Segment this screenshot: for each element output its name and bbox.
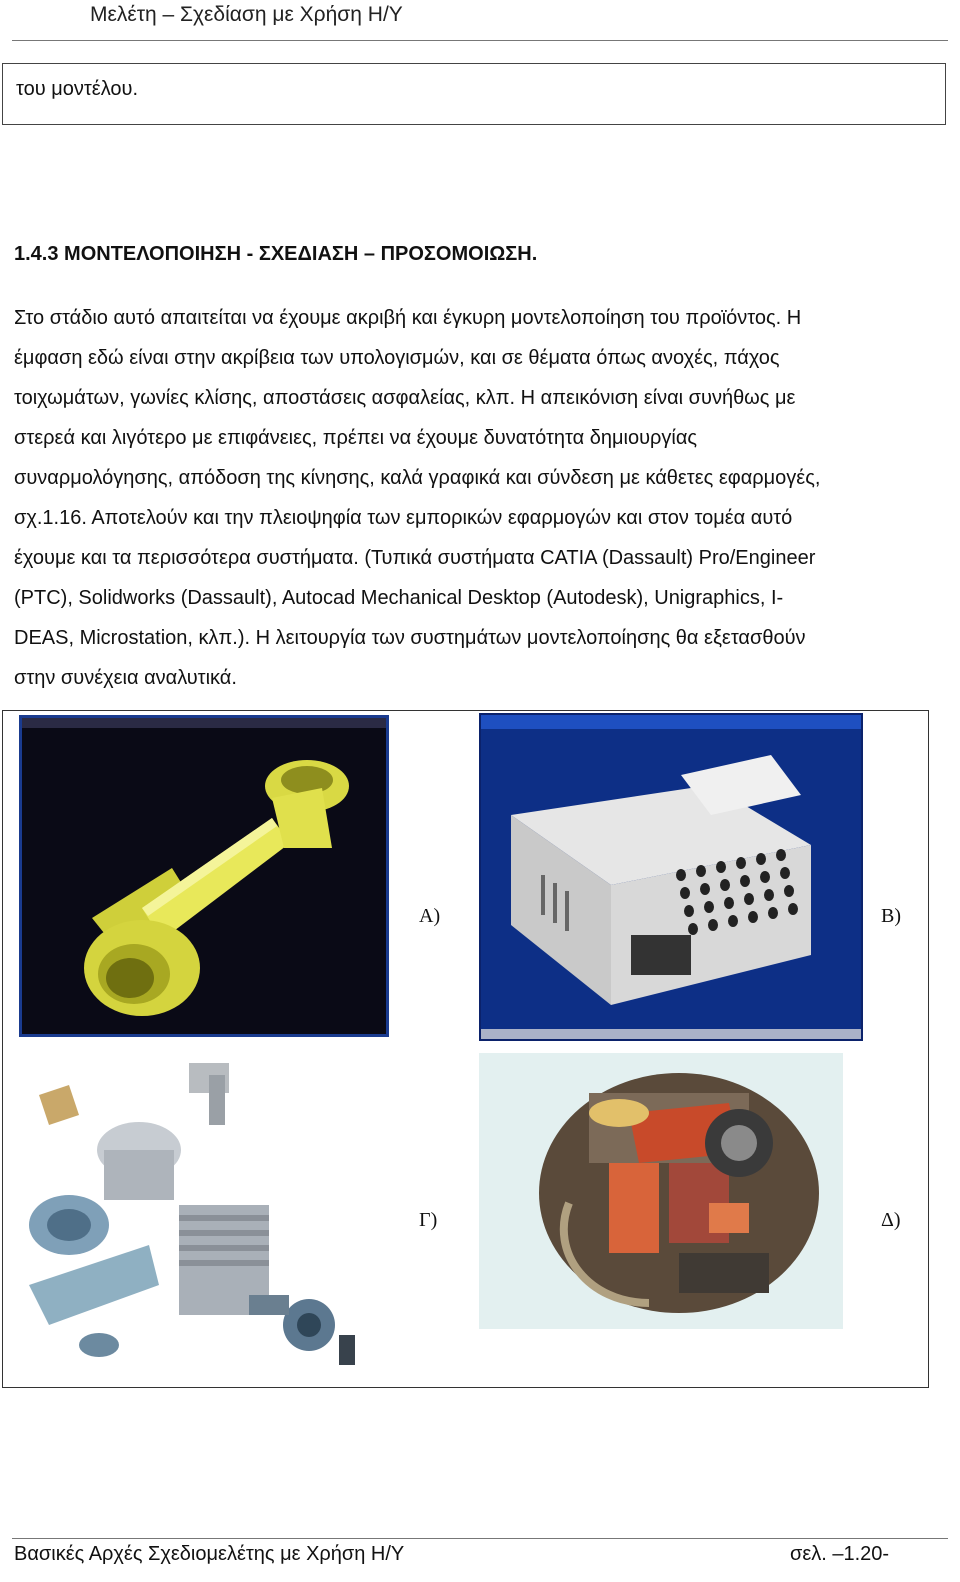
figure-label-b: Β) (881, 905, 901, 927)
yellow-pipe-model-icon (22, 718, 386, 1034)
vent-hole (708, 919, 718, 931)
figure-b-image (479, 713, 863, 1041)
vent-hole (720, 879, 730, 891)
vent-hole (700, 883, 710, 895)
vent-hole (776, 849, 786, 861)
figure-label-d: Δ) (881, 1209, 901, 1231)
body-paragraph (14, 298, 934, 698)
vent-hole (684, 905, 694, 917)
vent-hole (688, 923, 698, 935)
previous-content-text: του μοντέλου. (16, 78, 139, 100)
vent-hole (768, 907, 778, 919)
engine-cutaway-icon (479, 1053, 843, 1329)
vent-hole (716, 861, 726, 873)
figure-d-image (479, 1053, 843, 1329)
sheet-metal-chassis-icon (481, 715, 861, 1039)
running-header: Μελέτη – Σχεδίαση με Χρήση Η/Υ (90, 3, 403, 26)
body-line: Στο στάδιο αυτό απαιτείται να έχουμε ακριβή και έγκυρη μοντελοποίηση του προϊόντος. Η (14, 307, 802, 329)
vent-hole (736, 857, 746, 869)
body-line: συναρμολόγησης, απόδοση της κίνησης, καλά γραφικά και σύνδεση με κάθετες εφαρμογές, (14, 467, 821, 489)
footer-title: Βασικές Αρχές Σχεδιομελέτης με Χρήση Η/Υ (14, 1543, 405, 1565)
body-line: σχ.1.16. Αποτελούν και την πλειοψηφία των εμπορικών εφαρμογών και στον τομέα αυτό (14, 507, 793, 529)
exploded-engine-icon (9, 1055, 365, 1375)
figure-c-image (9, 1055, 365, 1375)
vent-hole (780, 867, 790, 879)
footer-rule (12, 1538, 948, 1539)
vent-hole (728, 915, 738, 927)
vent-hole (676, 869, 686, 881)
body-line: (PTC), Solidworks (Dassault), Autocad Mechanical Desktop (Autodesk), Unigraphics, I- (14, 587, 784, 609)
vent-hole (696, 865, 706, 877)
page-number: σελ. –1.20- (790, 1543, 890, 1565)
figure-label-a: Α) (419, 905, 441, 927)
body-line: έχουμε και τα περισσότερα συστήματα. (Τυπικά συστήματα CATIA (Dassault) Pro/Engineer (14, 547, 816, 569)
previous-content-box (2, 63, 946, 125)
vent-hole (784, 885, 794, 897)
body-line: τοιχωμάτων, γωνίες κλίσης, αποστάσεις ασφαλείας, κλπ. Η απεικόνιση είναι συνήθως με (14, 387, 796, 409)
header-rule (12, 40, 948, 41)
vent-hole (704, 901, 714, 913)
vent-hole (756, 853, 766, 865)
vent-hole (680, 887, 690, 899)
body-line: DEAS, Microstation, κλπ.). Η λειτουργία των συστημάτων μοντελοποίησης θα εξετασθούν (14, 627, 806, 649)
vent-hole (740, 875, 750, 887)
vent-hole (764, 889, 774, 901)
body-line: έμφαση εδώ είναι στην ακρίβεια των υπολογισμών, και σε θέματα όπως ανοχές, πάχος (14, 347, 780, 369)
figure-a-image (19, 715, 389, 1037)
vent-hole (760, 871, 770, 883)
body-line: στερεά και λιγότερο με επιφάνειες, πρέπει να έχουμε δυνατότητα δημιουργίας (14, 427, 698, 449)
figure-label-c: Γ) (419, 1209, 438, 1231)
vent-hole (748, 911, 758, 923)
vent-hole (724, 897, 734, 909)
vent-hole (788, 903, 798, 915)
section-heading: 1.4.3 ΜΟΝΤΕΛΟΠΟΙΗΣΗ - ΣΧΕΔΙΑΣΗ – ΠΡΟΣΟΜΟΙΩΣΗ. (14, 243, 538, 265)
body-line: στην συνέχεια αναλυτικά. (14, 667, 237, 689)
figure-panel (2, 710, 929, 1388)
vent-hole (744, 893, 754, 905)
